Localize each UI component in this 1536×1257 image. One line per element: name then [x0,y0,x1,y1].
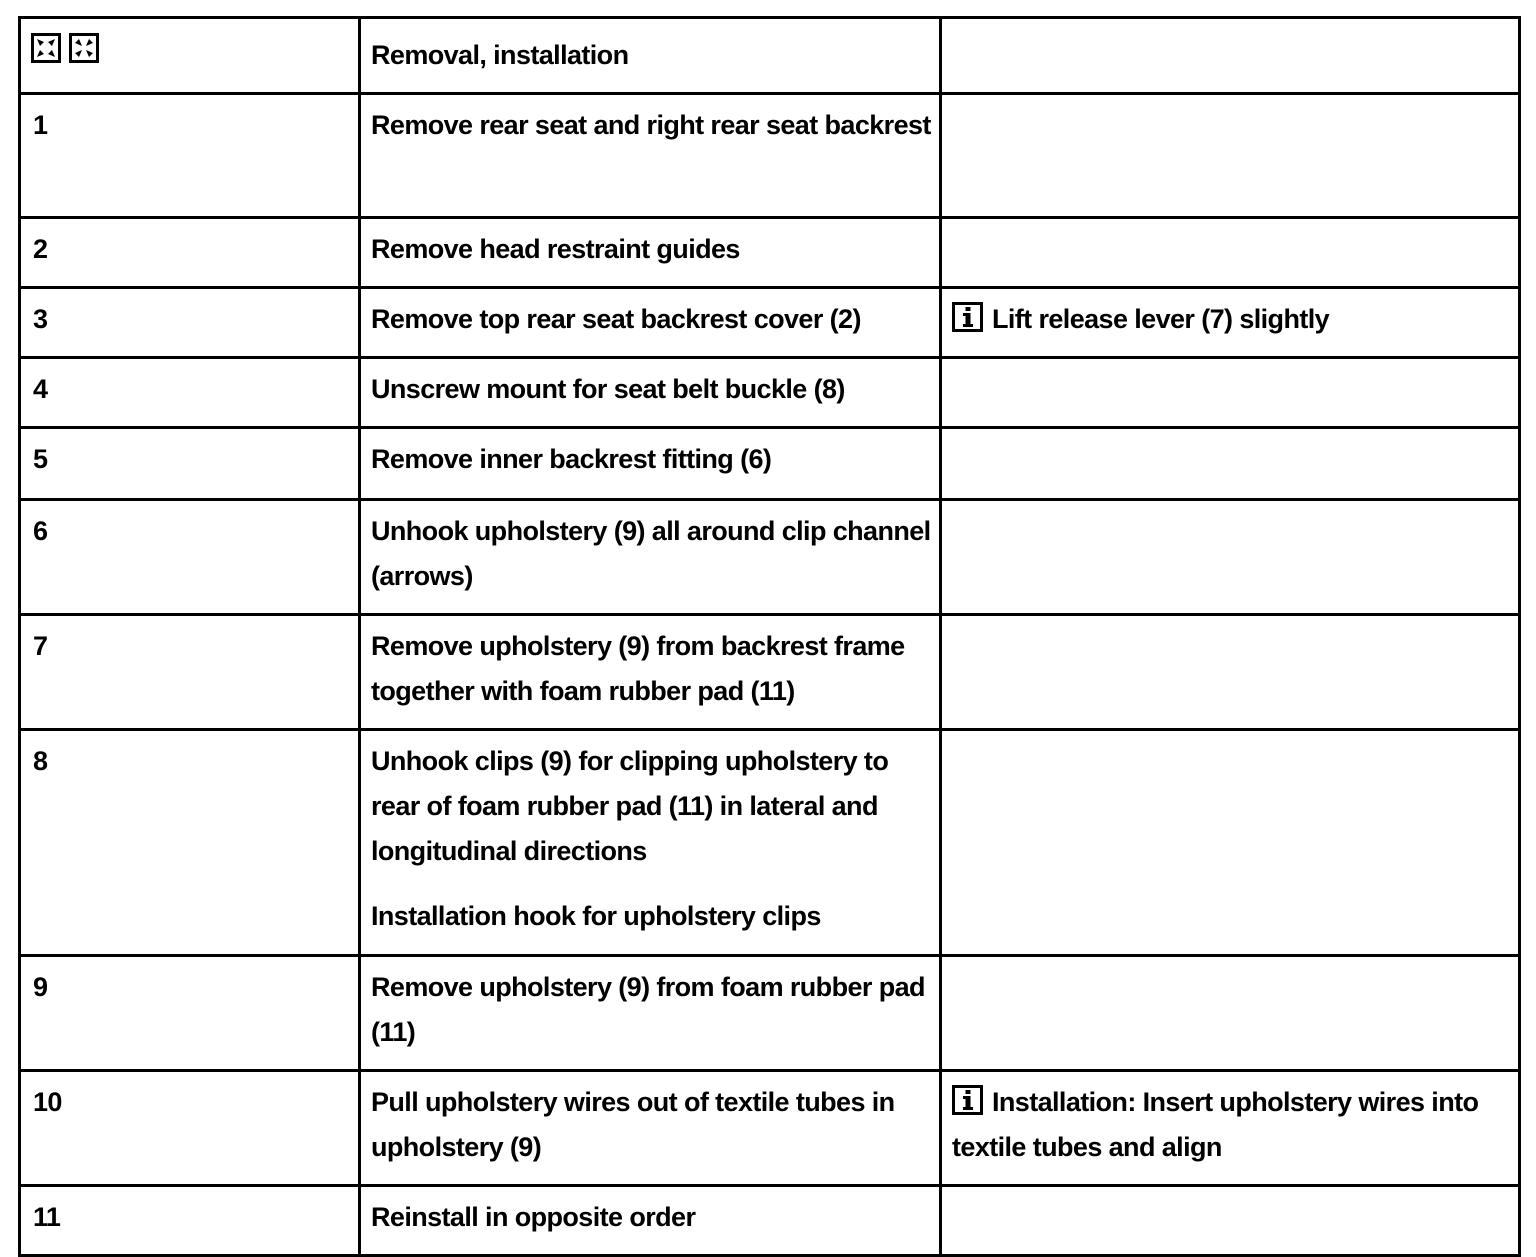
step-note [941,500,1520,615]
step-action-cell [360,730,941,956]
step-action: Remove top rear seat backrest cover (2) [360,288,941,358]
header-note-cell [941,18,1520,94]
table-row [20,1186,1520,1256]
installation-icon [69,33,99,63]
step-note: Installation: Insert upholstery wires into textile tubes and align [952,1087,1479,1162]
step-action: Unscrew mount for seat belt buckle (8) [360,358,941,428]
table-row [20,288,1520,358]
step-action: Unhook upholstery (9) all around clip channel (arrows) [360,500,941,615]
step-sub-action: Installation hook for upholstery clips [371,901,821,931]
header-icons-cell [20,18,360,94]
step-action: Remove upholstery (9) from backrest frame together with foam rubber pad (11) [360,615,941,730]
step-number: 11 [20,1186,360,1256]
step-note [941,956,1520,1071]
step-number: 3 [20,288,360,358]
step-number: 9 [20,956,360,1071]
table-header-row [20,18,1520,94]
step-action: Unhook clips (9) for clipping upholstery to rear of foam rubber pad (11) in lateral and longitudinal directions [371,746,889,866]
table-row [20,730,1520,956]
step-note [941,94,1520,218]
procedure-table [18,16,1521,1257]
header-title: Removal, installation [360,18,941,94]
step-note [941,428,1520,500]
step-note [941,1186,1520,1256]
info-icon [952,302,984,332]
step-action: Remove head restraint guides [360,218,941,288]
table-row [20,218,1520,288]
step-number: 10 [20,1071,360,1186]
table-row [20,500,1520,615]
step-note-cell [941,288,1520,358]
info-icon [952,1085,984,1115]
step-action: Pull upholstery wires out of textile tubes in upholstery (9) [360,1071,941,1186]
table-row [20,428,1520,500]
step-action: Remove rear seat and right rear seat backrest [360,94,941,218]
step-number: 7 [20,615,360,730]
step-note [941,730,1520,956]
table-row [20,1071,1520,1186]
step-action: Remove inner backrest fitting (6) [360,428,941,500]
step-number: 8 [20,730,360,956]
step-note [941,218,1520,288]
table-row [20,358,1520,428]
removal-icon [31,33,61,63]
step-number: 5 [20,428,360,500]
table-row [20,615,1520,730]
step-note [941,358,1520,428]
step-number: 4 [20,358,360,428]
table-row [20,956,1520,1071]
step-note [941,615,1520,730]
step-action: Reinstall in opposite order [360,1186,941,1256]
step-action: Remove upholstery (9) from foam rubber pad (11) [360,956,941,1071]
table-row [20,94,1520,218]
step-number: 2 [20,218,360,288]
step-number: 1 [20,94,360,218]
step-note-cell [941,1071,1520,1186]
step-note: Lift release lever (7) slightly [992,304,1330,334]
step-number: 6 [20,500,360,615]
